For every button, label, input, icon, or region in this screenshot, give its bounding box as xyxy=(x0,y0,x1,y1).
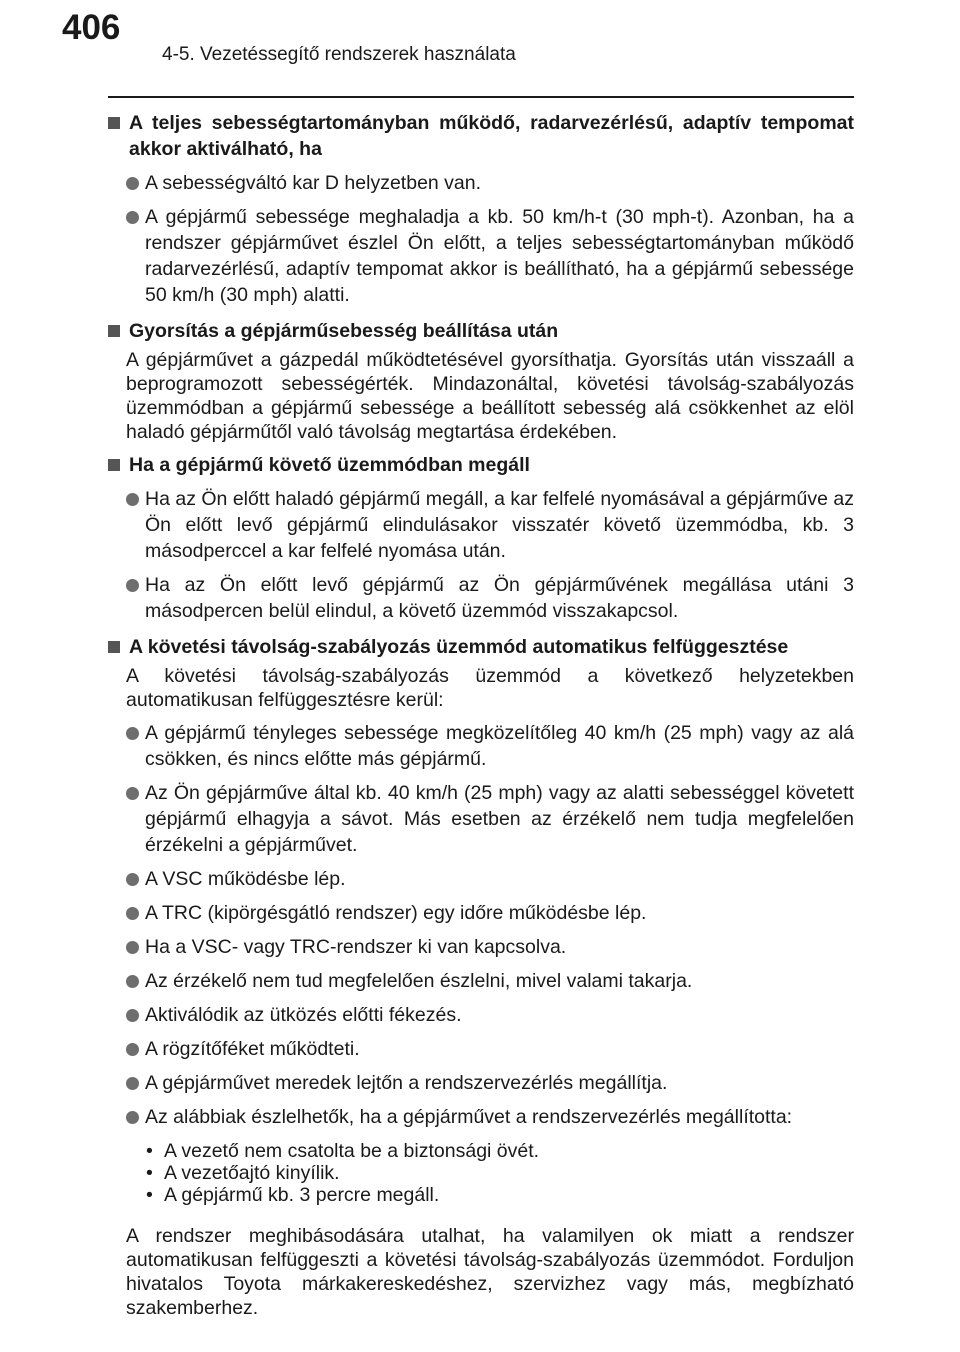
list-item: Ha az Ön előtt haladó gépjármű megáll, a kar felfelé nyomásával a gépjárműve az Ön előtt levő gépjármű elindulásakor visszatér követő üzemmódba, kb. 3 másodperccel a kar felfelé nyomása után. xyxy=(108,486,854,564)
square-bullet-icon xyxy=(108,117,120,129)
dot-marker: • xyxy=(146,1184,153,1206)
list-item: A TRC (kipörgésgátló rendszer) egy időre működésbe lép. xyxy=(108,900,854,926)
round-bullet-icon xyxy=(126,211,139,224)
page-content xyxy=(108,104,854,1320)
paragraph: A gépjárművet a gázpedál működtetésével gyorsíthatja. Gyorsítás után visszaáll a beprogramozott sebességérték. Mindazonáltal, követési távolság-szabályozás üzemmódban a gépjármű sebessége a beállított sebesség alá csökkenhet az elöl haladó gépjárműtől való távolság megtartása érdekében. xyxy=(126,349,854,443)
dot-marker: • xyxy=(146,1140,153,1162)
list-item: Aktiválódik az ütközés előtti fékezés. xyxy=(108,1002,854,1028)
sub-list xyxy=(108,1140,854,1206)
list-item: Az alábbiak észlelhetők, ha a gépjárművet a rendszervezérlés megállította: xyxy=(108,1104,854,1130)
round-bullet-icon xyxy=(126,873,139,886)
list-item: Az Ön gépjárműve által kb. 40 km/h (25 mph) vagy az alatti sebességgel követett gépjármű elhagyja a sávot. Más esetben az érzékelő nem tudja megfelelően érzékelni a gépjárművet. xyxy=(108,780,854,858)
section-heading: A teljes sebességtartományban működő, radarvezérlésű, adaptív tempomat akkor aktiválható, ha xyxy=(108,110,854,162)
dot-marker: • xyxy=(146,1162,153,1184)
chapter-title: 4-5. Vezetéssegítő rendszerek használata xyxy=(162,44,516,65)
round-bullet-icon xyxy=(126,493,139,506)
round-bullet-icon xyxy=(126,727,139,740)
list-item: Ha a VSC- vagy TRC-rendszer ki van kapcsolva. xyxy=(108,934,854,960)
square-bullet-icon xyxy=(108,459,120,471)
list-item: A gépjárművet meredek lejtőn a rendszervezérlés megállítja. xyxy=(108,1070,854,1096)
list-item: Az érzékelő nem tud megfelelően észlelni, mivel valami takarja. xyxy=(108,968,854,994)
list-item: Ha az Ön előtt levő gépjármű az Ön gépjárművének megállása utáni 3 másodpercen belül elindul, a követő üzemmód visszakapcsol. xyxy=(108,572,854,624)
round-bullet-icon xyxy=(126,787,139,800)
round-bullet-icon xyxy=(126,1111,139,1124)
list-item: A VSC működésbe lép. xyxy=(108,866,854,892)
list-item: A gépjármű sebessége meghaladja a kb. 50 km/h-t (30 mph-t). Azonban, ha a rendszer gépjárművet észlel Ön előtt, a teljes sebességtartományban működő radarvezérlésű, adaptív tempomat akkor is beállítható, ha a gépjármű sebessége 50 km/h (30 mph) alatti. xyxy=(108,204,854,308)
closing-paragraph: A rendszer meghibásodására utalhat, ha valamilyen ok miatt a rendszer automatikusan felfüggeszti a követési távolság-szabályozás üzemmódot. Forduljon hivatalos Toyota márkakereskedéshez, szervizhez vagy más, megbízható szakemberhez. xyxy=(126,1225,854,1319)
list-item: A gépjármű tényleges sebessége megközelítőleg 40 km/h (25 mph) vagy az alá csökken, és nincs előtte más gépjármű. xyxy=(108,720,854,772)
section-heading: Gyorsítás a gépjárműsebesség beállítása után xyxy=(108,318,854,344)
header-rule xyxy=(108,96,854,98)
round-bullet-icon xyxy=(126,579,139,592)
round-bullet-icon xyxy=(126,907,139,920)
round-bullet-icon xyxy=(126,1043,139,1056)
round-bullet-icon xyxy=(126,1009,139,1022)
section-heading: Ha a gépjármű követő üzemmódban megáll xyxy=(108,452,854,478)
round-bullet-icon xyxy=(126,975,139,988)
sub-list-item: • A vezetőajtó kinyílik. xyxy=(146,1162,340,1184)
square-bullet-icon xyxy=(108,325,120,337)
paragraph: A követési távolság-szabályozás üzemmód a következő helyzetekben automatikusan felfüggesztésre kerül: xyxy=(126,665,854,711)
round-bullet-icon xyxy=(126,941,139,954)
round-bullet-icon xyxy=(126,1077,139,1090)
page-number: 406 xyxy=(62,8,121,47)
round-bullet-icon xyxy=(126,177,139,190)
sub-list-item: • A vezető nem csatolta be a biztonsági övét. xyxy=(146,1140,540,1162)
section-heading: A követési távolság-szabályozás üzemmód automatikus felfüggesztése xyxy=(108,634,854,660)
sub-list-item: • A gépjármű kb. 3 percre megáll. xyxy=(146,1184,440,1206)
list-item: A sebességváltó kar D helyzetben van. xyxy=(108,170,854,196)
square-bullet-icon xyxy=(108,641,120,653)
list-item: A rögzítőféket működteti. xyxy=(108,1036,854,1062)
